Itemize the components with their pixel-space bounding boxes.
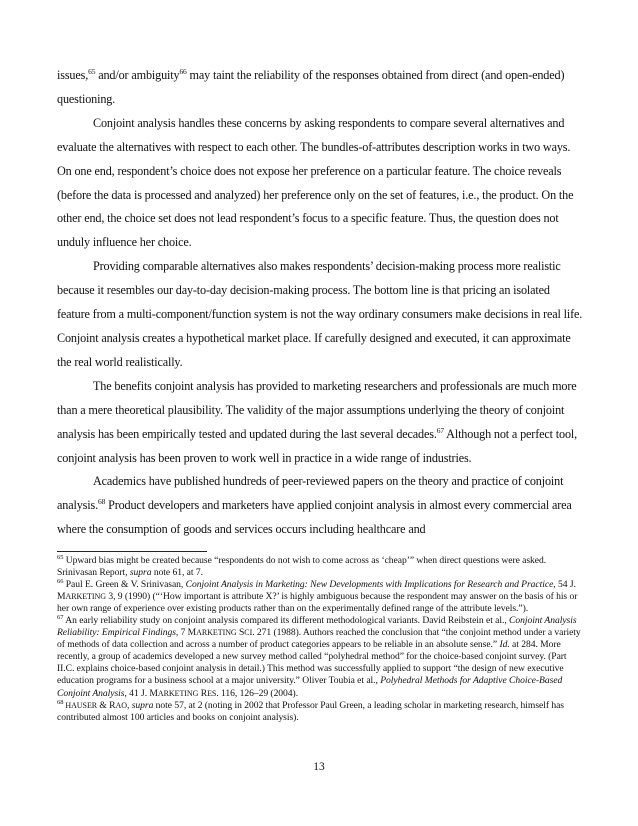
footnote-ref-68[interactable]: 68 <box>97 497 106 507</box>
footnote-separator <box>57 551 207 552</box>
body-text <box>57 64 584 542</box>
paragraph-1: issues,$^{65}$ and/or ambiguity$^{66}$ may taint the reliability of the responses obtained from direct (and open-ended) questioning. <box>57 67 565 106</box>
footnote-66: $^{66}$ Paul E. Green & V. Srinivasan, Conjoint Analysis in Marketing: New Developments with Implications for Research and Practice, 54 J. MARKETING 3, 9 (1990) (“‘How important is attribute X?’ is highly ambiguous because the respondent may answer on the basis of his or her own range of experience over existing products rather than on the experimentally defined range of the attribute levels.”). <box>57 578 578 615</box>
footnote-67: $^{67}$ An early reliability study on conjoint analysis compared its different methodological variants. David Reibstein et al., Conjoint Analysis Reliability: Empirical Findings, 7 MARKETING SCI. 271 (1988). Authors reached the conclusion that “the conjoint method under a variety of methods of data collection and across a number of product categories appears to be reliable in an absolute sense.” Id. at 284. More recently, a group of academics developed a new survey method called “polyhedral method” for the choice-based conjoint survey. (Part II.C. explains choice-based conjoint analysis in detail.) This method was successfully applied to support “the design of new executive education programs for a business school at a major university.” Oliver Toubia et al., Polyhedral Methods for Adaptive Choice-Based Conjoint Analysis, 41 J. MARKETING RES. 116, 126–29 (2004). <box>57 614 581 699</box>
footnote-ref-65[interactable]: 65 <box>88 67 96 76</box>
footnote-68: $^{68}$ HAUSER & RAO, supra note 57, at 2 (noting in 2002 that Professor Paul Green, a leading scholar in marketing research, himself has contributed almost 100 articles and books on conjoint analysis). <box>57 698 564 723</box>
footnote-ref-66[interactable]: 66 <box>179 67 187 76</box>
page-number: 13 <box>313 761 325 773</box>
paragraph-5: Academics have published hundreds of peer-reviewed papers on the theory and practice of conjoint analysis.$^{68}$ Product developers and marketers have applied conjoint analysis in almost every commercial area where the consumption of goods and services occurs including healthcare and <box>57 474 572 537</box>
footnotes <box>57 555 584 724</box>
paragraph-2: Conjoint analysis handles these concerns by asking respondents to compare several alternatives and evaluate the alternatives with respect to each other. The bundles-of-attributes description works in two ways. On one end, respondent’s choice does not expose her preference on a particular feature. The choice reveals (before the data is processed and analyzed) her preference only on the set of features, i.e., the product. On the other end, the choice set does not lead respondent’s focus to a specific feature. Thus, the question does not unduly influence her choice. <box>57 115 574 250</box>
footnote-65: $^{65}$ Upward bias might be created because “respondents do not wish to come across as ‘cheap’” when direct questions were asked. Srinivasan Report, supra note 61, at 7. <box>57 554 547 579</box>
paragraph-3: Providing comparable alternatives also makes respondents’ decision-making process more realistic because it resembles our day-to-day decision-making process. The bottom line is that pricing an isolated feature from a multi-component/function system is not the way ordinary consumers make decisions in real life. Conjoint analysis creates a hypothetical market place. If carefully designed and executed, it can approximate the real world realistically. <box>57 259 583 369</box>
footnote-ref-67[interactable]: 67 <box>436 425 444 435</box>
paragraph-4: The benefits conjoint analysis has provided to marketing researchers and professionals are much more than a mere theoretical plausibility. The validity of the major assumptions underlying the theory of conjoint analysis has been empirically tested and updated during the last several decades.$^{67}$ Although not a perfect tool, conjoint analysis has been proven to work well in practice in a wide range of industries. <box>57 378 578 465</box>
